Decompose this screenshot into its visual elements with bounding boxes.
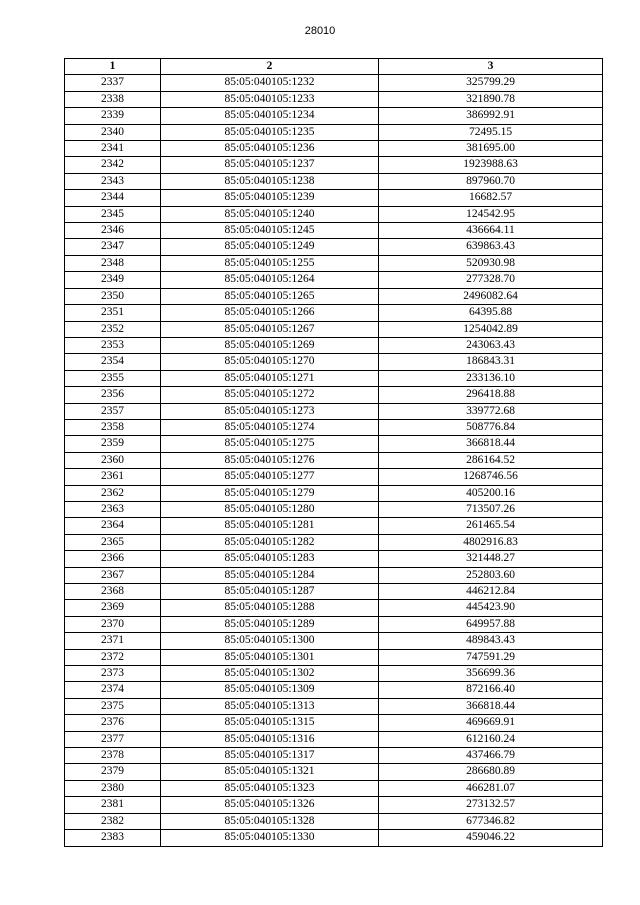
table-row — [65, 797, 603, 813]
table-row — [65, 272, 603, 288]
value-cell: 124542.95 — [379, 206, 603, 222]
table-row — [65, 469, 603, 485]
value-cell: 1923988.63 — [379, 157, 603, 173]
value-cell: 466281.07 — [379, 780, 603, 796]
row-number-cell: 2382 — [65, 813, 161, 829]
table-body — [65, 75, 603, 846]
value-cell: 321890.78 — [379, 91, 603, 107]
row-number-cell: 2352 — [65, 321, 161, 337]
cadastral-number-cell: 85:05:040105:1269 — [161, 337, 379, 353]
table-row — [65, 731, 603, 747]
row-number-cell: 2361 — [65, 469, 161, 485]
value-cell: 321448.27 — [379, 551, 603, 567]
table-row — [65, 370, 603, 386]
data-table — [64, 58, 603, 847]
cadastral-number-cell: 85:05:040105:1289 — [161, 616, 379, 632]
cadastral-number-cell: 85:05:040105:1300 — [161, 633, 379, 649]
row-number-cell: 2366 — [65, 551, 161, 567]
table-row — [65, 748, 603, 764]
table-row — [65, 321, 603, 337]
row-number-cell: 2360 — [65, 452, 161, 468]
cadastral-number-cell: 85:05:040105:1309 — [161, 682, 379, 698]
cadastral-number-cell: 85:05:040105:1264 — [161, 272, 379, 288]
table-row — [65, 387, 603, 403]
value-cell: 286164.52 — [379, 452, 603, 468]
row-number-cell: 2362 — [65, 485, 161, 501]
value-cell: 649957.88 — [379, 616, 603, 632]
row-number-cell: 2345 — [65, 206, 161, 222]
value-cell: 639863.43 — [379, 239, 603, 255]
cadastral-number-cell: 85:05:040105:1277 — [161, 469, 379, 485]
value-cell: 72495.15 — [379, 124, 603, 140]
row-number-cell: 2337 — [65, 75, 161, 91]
table-row — [65, 337, 603, 353]
table-row — [65, 715, 603, 731]
cadastral-number-cell: 85:05:040105:1232 — [161, 75, 379, 91]
row-number-cell: 2343 — [65, 173, 161, 189]
table-row — [65, 501, 603, 517]
table-row — [65, 452, 603, 468]
value-cell: 1254042.89 — [379, 321, 603, 337]
value-cell: 366818.44 — [379, 698, 603, 714]
value-cell: 381695.00 — [379, 141, 603, 157]
cadastral-number-cell: 85:05:040105:1328 — [161, 813, 379, 829]
cadastral-number-cell: 85:05:040105:1273 — [161, 403, 379, 419]
table-row — [65, 600, 603, 616]
row-number-cell: 2371 — [65, 633, 161, 649]
value-cell: 459046.22 — [379, 830, 603, 846]
row-number-cell: 2383 — [65, 830, 161, 846]
table-row — [65, 682, 603, 698]
cadastral-number-cell: 85:05:040105:1236 — [161, 141, 379, 157]
row-number-cell: 2368 — [65, 584, 161, 600]
table-row — [65, 698, 603, 714]
cadastral-number-cell: 85:05:040105:1265 — [161, 288, 379, 304]
value-cell: 445423.90 — [379, 600, 603, 616]
row-number-cell: 2357 — [65, 403, 161, 419]
value-cell: 366818.44 — [379, 436, 603, 452]
row-number-cell: 2375 — [65, 698, 161, 714]
value-cell: 4802916.83 — [379, 534, 603, 550]
row-number-cell: 2374 — [65, 682, 161, 698]
row-number-cell: 2370 — [65, 616, 161, 632]
row-number-cell: 2341 — [65, 141, 161, 157]
cadastral-number-cell: 85:05:040105:1255 — [161, 255, 379, 271]
value-cell: 437466.79 — [379, 748, 603, 764]
column-header-3: 3 — [379, 59, 603, 75]
cadastral-number-cell: 85:05:040105:1274 — [161, 419, 379, 435]
row-number-cell: 2358 — [65, 419, 161, 435]
table-row — [65, 108, 603, 124]
value-cell: 64395.88 — [379, 305, 603, 321]
row-number-cell: 2365 — [65, 534, 161, 550]
row-number-cell: 2373 — [65, 666, 161, 682]
value-cell: 325799.29 — [379, 75, 603, 91]
row-number-cell: 2355 — [65, 370, 161, 386]
table-row — [65, 288, 603, 304]
row-number-cell: 2348 — [65, 255, 161, 271]
table-row — [65, 239, 603, 255]
row-number-cell: 2350 — [65, 288, 161, 304]
row-number-cell: 2354 — [65, 354, 161, 370]
page-number: 28010 — [304, 25, 336, 37]
value-cell: 405200.16 — [379, 485, 603, 501]
cadastral-number-cell: 85:05:040105:1302 — [161, 666, 379, 682]
table-row — [65, 518, 603, 534]
value-cell: 469669.91 — [379, 715, 603, 731]
table-row — [65, 485, 603, 501]
value-cell: 489843.43 — [379, 633, 603, 649]
table-row — [65, 403, 603, 419]
row-number-cell: 2378 — [65, 748, 161, 764]
value-cell: 872166.40 — [379, 682, 603, 698]
value-cell: 16682.57 — [379, 190, 603, 206]
cadastral-number-cell: 85:05:040105:1280 — [161, 501, 379, 517]
cadastral-number-cell: 85:05:040105:1270 — [161, 354, 379, 370]
value-cell: 339772.68 — [379, 403, 603, 419]
cadastral-number-cell: 85:05:040105:1237 — [161, 157, 379, 173]
cadastral-number-cell: 85:05:040105:1234 — [161, 108, 379, 124]
table-row — [65, 206, 603, 222]
value-cell: 897960.70 — [379, 173, 603, 189]
row-number-cell: 2338 — [65, 91, 161, 107]
value-cell: 261465.54 — [379, 518, 603, 534]
table-row — [65, 649, 603, 665]
cadastral-number-cell: 85:05:040105:1326 — [161, 797, 379, 813]
table-header — [65, 59, 603, 75]
table-row — [65, 173, 603, 189]
table-row — [65, 91, 603, 107]
table-row — [65, 830, 603, 846]
cadastral-number-cell: 85:05:040105:1323 — [161, 780, 379, 796]
table-row — [65, 534, 603, 550]
row-number-cell: 2351 — [65, 305, 161, 321]
table-row — [65, 157, 603, 173]
row-number-cell: 2381 — [65, 797, 161, 813]
table-row — [65, 223, 603, 239]
cadastral-number-cell: 85:05:040105:1275 — [161, 436, 379, 452]
table-header-row — [65, 59, 603, 75]
cadastral-number-cell: 85:05:040105:1315 — [161, 715, 379, 731]
cadastral-number-cell: 85:05:040105:1301 — [161, 649, 379, 665]
cadastral-number-cell: 85:05:040105:1321 — [161, 764, 379, 780]
row-number-cell: 2376 — [65, 715, 161, 731]
value-cell: 273132.57 — [379, 797, 603, 813]
value-cell: 2496082.64 — [379, 288, 603, 304]
cadastral-number-cell: 85:05:040105:1283 — [161, 551, 379, 567]
value-cell: 612160.24 — [379, 731, 603, 747]
value-cell: 277328.70 — [379, 272, 603, 288]
value-cell: 296418.88 — [379, 387, 603, 403]
table-row — [65, 567, 603, 583]
table-row — [65, 780, 603, 796]
value-cell: 286680.89 — [379, 764, 603, 780]
table-row — [65, 190, 603, 206]
cadastral-number-cell: 85:05:040105:1313 — [161, 698, 379, 714]
table-row — [65, 141, 603, 157]
cadastral-number-cell: 85:05:040105:1233 — [161, 91, 379, 107]
table-row — [65, 419, 603, 435]
cadastral-number-cell: 85:05:040105:1240 — [161, 206, 379, 222]
cadastral-number-cell: 85:05:040105:1249 — [161, 239, 379, 255]
value-cell: 446212.84 — [379, 584, 603, 600]
table-row — [65, 305, 603, 321]
table-row — [65, 75, 603, 91]
row-number-cell: 2379 — [65, 764, 161, 780]
table-row — [65, 584, 603, 600]
cadastral-number-cell: 85:05:040105:1288 — [161, 600, 379, 616]
cadastral-number-cell: 85:05:040105:1282 — [161, 534, 379, 550]
cadastral-number-cell: 85:05:040105:1330 — [161, 830, 379, 846]
value-cell: 520930.98 — [379, 255, 603, 271]
row-number-cell: 2380 — [65, 780, 161, 796]
value-cell: 436664.11 — [379, 223, 603, 239]
row-number-cell: 2359 — [65, 436, 161, 452]
row-number-cell: 2364 — [65, 518, 161, 534]
row-number-cell: 2356 — [65, 387, 161, 403]
value-cell: 713507.26 — [379, 501, 603, 517]
cadastral-number-cell: 85:05:040105:1281 — [161, 518, 379, 534]
table-row — [65, 551, 603, 567]
cadastral-number-cell: 85:05:040105:1235 — [161, 124, 379, 140]
table-row — [65, 124, 603, 140]
value-cell: 356699.36 — [379, 666, 603, 682]
table-row — [65, 813, 603, 829]
cadastral-number-cell: 85:05:040105:1239 — [161, 190, 379, 206]
table-row — [65, 764, 603, 780]
cadastral-number-cell: 85:05:040105:1245 — [161, 223, 379, 239]
cadastral-number-cell: 85:05:040105:1287 — [161, 584, 379, 600]
table-row — [65, 666, 603, 682]
value-cell: 233136.10 — [379, 370, 603, 386]
value-cell: 243063.43 — [379, 337, 603, 353]
row-number-cell: 2347 — [65, 239, 161, 255]
row-number-cell: 2340 — [65, 124, 161, 140]
table-row — [65, 436, 603, 452]
column-header-2: 2 — [161, 59, 379, 75]
value-cell: 508776.84 — [379, 419, 603, 435]
cadastral-number-cell: 85:05:040105:1316 — [161, 731, 379, 747]
row-number-cell: 2369 — [65, 600, 161, 616]
value-cell: 677346.82 — [379, 813, 603, 829]
cadastral-number-cell: 85:05:040105:1317 — [161, 748, 379, 764]
cadastral-number-cell: 85:05:040105:1284 — [161, 567, 379, 583]
row-number-cell: 2339 — [65, 108, 161, 124]
table-row — [65, 616, 603, 632]
cadastral-number-cell: 85:05:040105:1238 — [161, 173, 379, 189]
cadastral-number-cell: 85:05:040105:1266 — [161, 305, 379, 321]
value-cell: 252803.60 — [379, 567, 603, 583]
value-cell: 1268746.56 — [379, 469, 603, 485]
row-number-cell: 2367 — [65, 567, 161, 583]
value-cell: 747591.29 — [379, 649, 603, 665]
column-header-1: 1 — [65, 59, 161, 75]
table-row — [65, 633, 603, 649]
row-number-cell: 2344 — [65, 190, 161, 206]
value-cell: 186843.31 — [379, 354, 603, 370]
row-number-cell: 2349 — [65, 272, 161, 288]
table-row — [65, 255, 603, 271]
row-number-cell: 2372 — [65, 649, 161, 665]
row-number-cell: 2346 — [65, 223, 161, 239]
table-row — [65, 354, 603, 370]
cadastral-number-cell: 85:05:040105:1271 — [161, 370, 379, 386]
cadastral-number-cell: 85:05:040105:1276 — [161, 452, 379, 468]
row-number-cell: 2377 — [65, 731, 161, 747]
cadastral-number-cell: 85:05:040105:1272 — [161, 387, 379, 403]
value-cell: 386992.91 — [379, 108, 603, 124]
cadastral-number-cell: 85:05:040105:1267 — [161, 321, 379, 337]
row-number-cell: 2342 — [65, 157, 161, 173]
row-number-cell: 2353 — [65, 337, 161, 353]
row-number-cell: 2363 — [65, 501, 161, 517]
cadastral-number-cell: 85:05:040105:1279 — [161, 485, 379, 501]
